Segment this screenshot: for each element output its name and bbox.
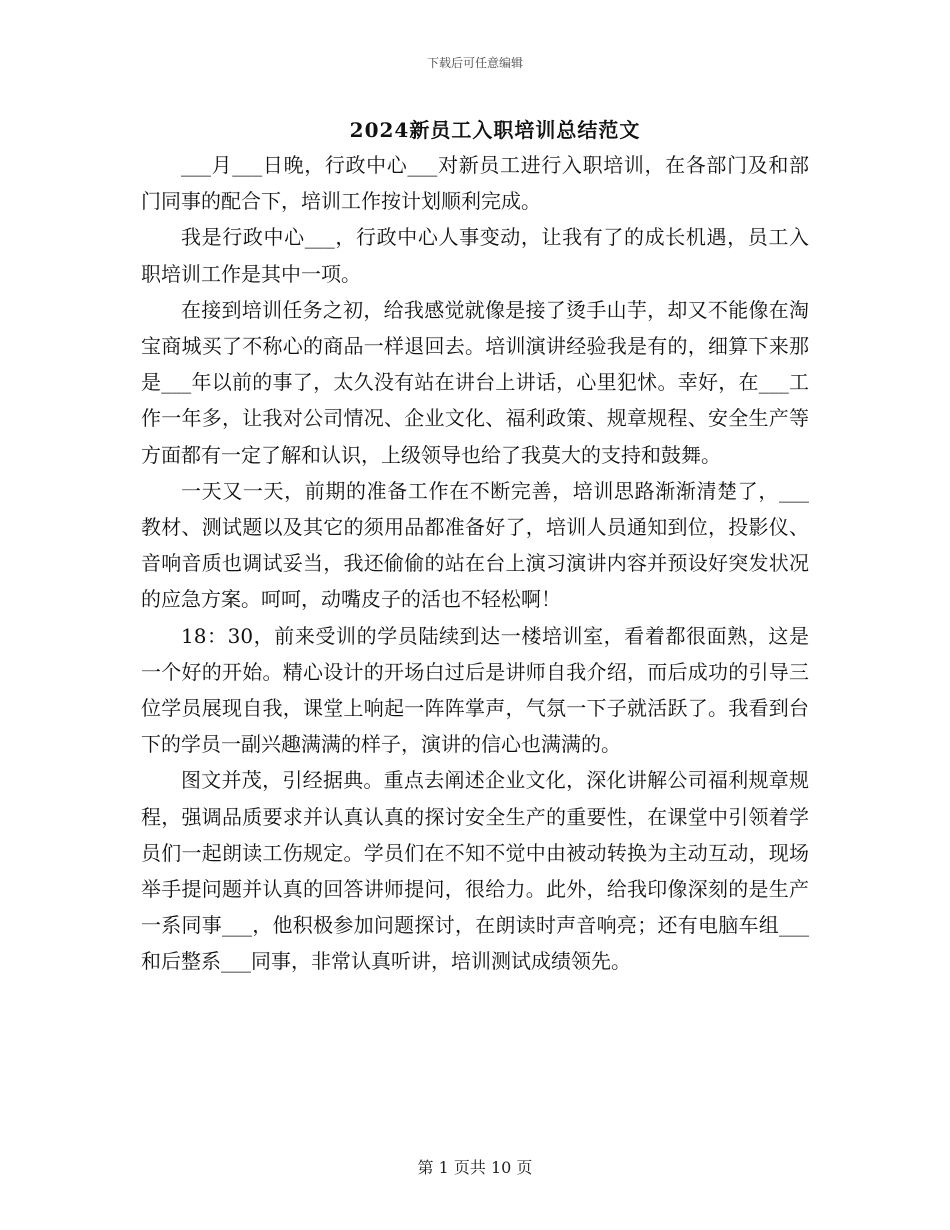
page-number: 第 1 页共 10 页 (417, 1158, 533, 1177)
paragraph-1: ___月___日晚，行政中心___对新员工进行入职培训，在各部门及和部门同事的配合下，培训工作按计划顺利完成。 (141, 153, 809, 214)
paragraph-2: 我是行政中心___，行政中心人事变动，让我有了的成长机遇，员工入职培训工作是其中一项。 (141, 225, 809, 286)
document-body (141, 147, 809, 980)
document-title: 2024新员工入职培训总结范文 (349, 118, 641, 142)
paragraph-3: 在接到培训任务之初，给我感觉就像是接了烫手山芋，却又不能像在淘宝商城买了不称心的商品一样退回去。培训演讲经验我是有的，细算下来那是___年以前的事了，太久没有站在讲台上讲话，心里犯怵。幸好，在___工作一年多，让我对公司情况、企业文化、福利政策、规章规程、安全生产等方面都有一定了解和认识，上级领导也给了我莫大的支持和鼓舞。 (141, 297, 809, 467)
header-note: 下载后可任意编辑 (426, 56, 523, 70)
paragraph-6: 图文并茂，引经据典。重点去阐述企业文化，深化讲解公司福利规章规程，强调品质要求并认真认真的探讨安全生产的重要性，在课堂中引领着学员们一起朗读工伤规定。学员们在不知不觉中由被动转换为主动互动，现场举手提问题并认真的回答讲师提问，很给力。此外，给我印像深刻的是生产一系同事___，他积极参加问题探讨，在朗读时声音响亮；还有电脑车组___和后整系___同事，非常认真听讲，培训测试成绩领先。 (141, 768, 809, 974)
paragraph-5: 18：30，前来受训的学员陆续到达一楼培训室，看着都很面熟，这是一个好的开始。精心设计的开场白过后是讲师自我介绍，而后成功的引导三位学员展现自我，课堂上响起一阵阵掌声，气氛一下子就活跃了。我看到台下的学员一副兴趣满满的样子，演讲的信心也满满的。 (141, 623, 809, 757)
paragraph-4: 一天又一天，前期的准备工作在不断完善，培训思路渐渐清楚了，___教材、测试题以及其它的须用品都准备好了，培训人员通知到位，投影仪、音响音质也调试妥当，我还偷偷的站在台上演习演讲内容并预设好突发状况的应急方案。呵呵，动嘴皮子的活也不轻松啊！ (141, 478, 809, 612)
